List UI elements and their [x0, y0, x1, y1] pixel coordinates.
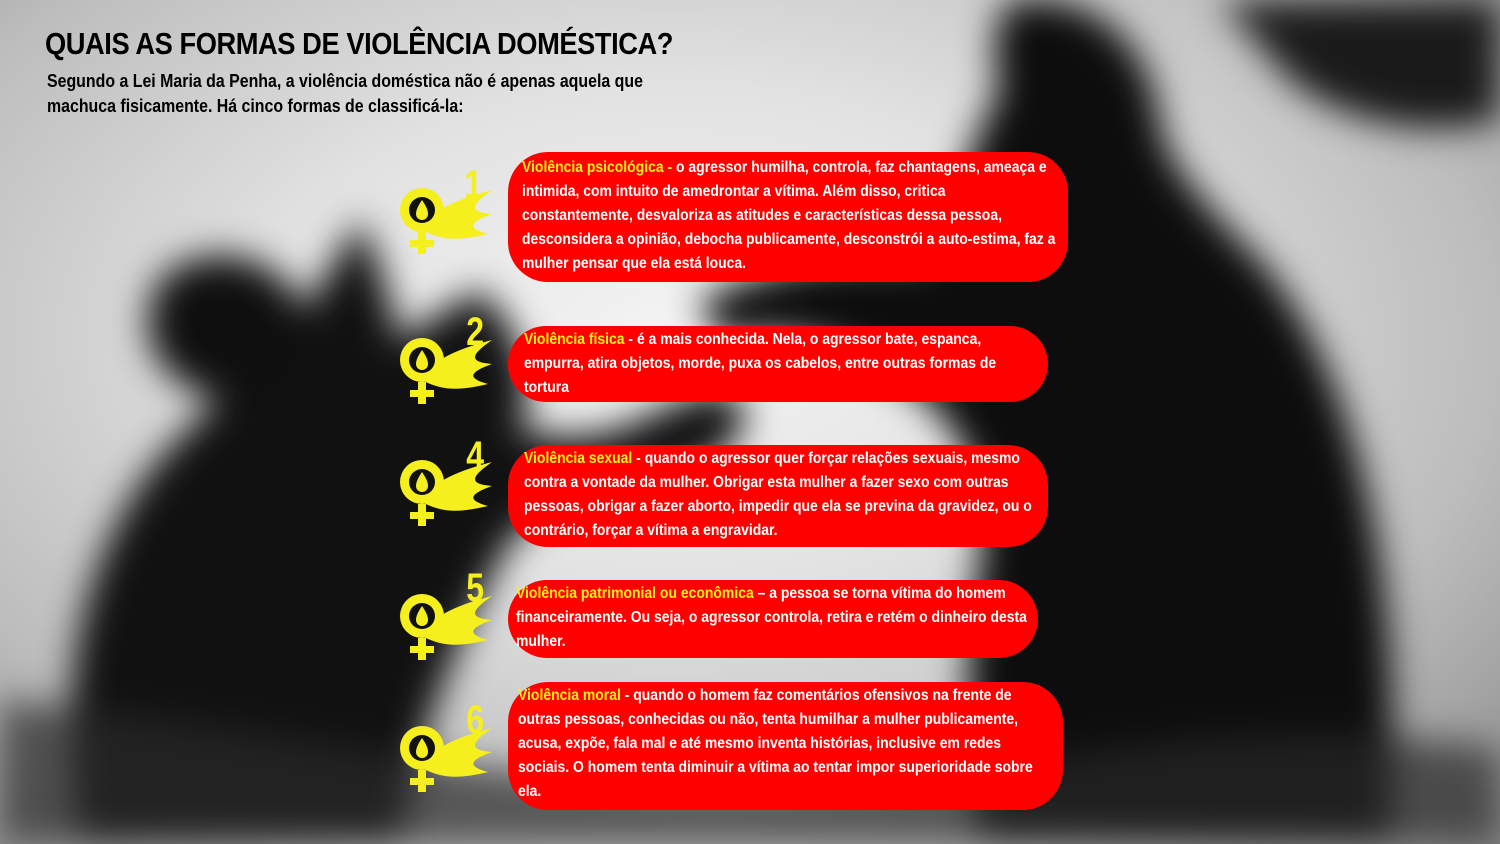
- description-text: [518, 684, 1052, 804]
- violence-type-label: Violência física: [524, 331, 625, 348]
- item-number: 1: [464, 163, 483, 207]
- violence-description: – a pessoa se torna vítima do homem financeiramente. Ou seja, o agressor controla, retira e retém o dinheiro desta mulher.: [516, 585, 1027, 650]
- item-number: 5: [466, 566, 485, 610]
- item-number: 6: [466, 698, 485, 742]
- violence-description: - é a mais conhecida. Nela, o agressor bate, espanca, empurra, atira objetos, morde, puxa os cabelos, entre outras formas de tortura: [524, 331, 997, 396]
- item-number: 4: [466, 434, 485, 478]
- violence-type-label: Violência moral: [518, 687, 621, 704]
- description-pill: [508, 682, 1063, 810]
- description-pill: [508, 445, 1048, 547]
- description-text: [524, 328, 1037, 400]
- violence-type-label: Violência patrimonial ou econômica: [516, 585, 754, 602]
- violence-description: - quando o homem faz comentários ofensivos na frente de outras pessoas, conhecidas ou não, tenta humilhar a mulher publicamente, acusa, expõe, fala mal e até mesmo inventa histórias, inclusive em redes sociais. O homem tenta diminuir a vítima ao tentar impor superioridade sobre ela.: [518, 687, 1033, 800]
- woman-symbol-flame-icon: [392, 168, 512, 258]
- description-text: [522, 156, 1057, 276]
- description-text: [524, 447, 1037, 543]
- page-subtitle: Segundo a Lei Maria da Penha, a violência doméstica não é apenas aquela que machuca fisicamente. Há cinco formas de classificá-la:: [47, 70, 643, 116]
- item-number: 2: [466, 310, 485, 354]
- page-title: QUAIS AS FORMAS DE VIOLÊNCIA DOMÉSTICA?: [45, 26, 673, 61]
- woman-symbol-flame-icon: [392, 574, 512, 664]
- description-pill: [508, 152, 1068, 282]
- description-pill: [508, 580, 1038, 658]
- description-pill: [508, 326, 1048, 402]
- woman-symbol-flame-icon: [392, 318, 512, 408]
- violence-description: - quando o agressor quer forçar relações sexuais, mesmo contra a vontade da mulher. Obrigar esta mulher a fazer sexo com outras pessoas, obrigar a fazer aborto, impedir que ela se previna da gravidez, ou o contrário, forçar a vítima a engravidar.: [524, 450, 1032, 539]
- woman-symbol-flame-icon: [392, 706, 512, 796]
- violence-type-label: Violência psicológica -: [522, 159, 677, 176]
- violence-type-label: Violência sexual: [524, 450, 633, 467]
- description-text: [516, 582, 1027, 654]
- violence-description: o agressor humilha, controla, faz chantagens, ameaça e intimida, com intuito de amedrontar a vítima. Além disso, critica constantemente, desvaloriza as atitudes e características dessa pessoa, desconsidera a opinião, debocha publicamente, desconstrói a auto-estima, faz a mulher pensar que ela está louca.: [522, 159, 1056, 272]
- woman-symbol-flame-icon: [392, 440, 512, 530]
